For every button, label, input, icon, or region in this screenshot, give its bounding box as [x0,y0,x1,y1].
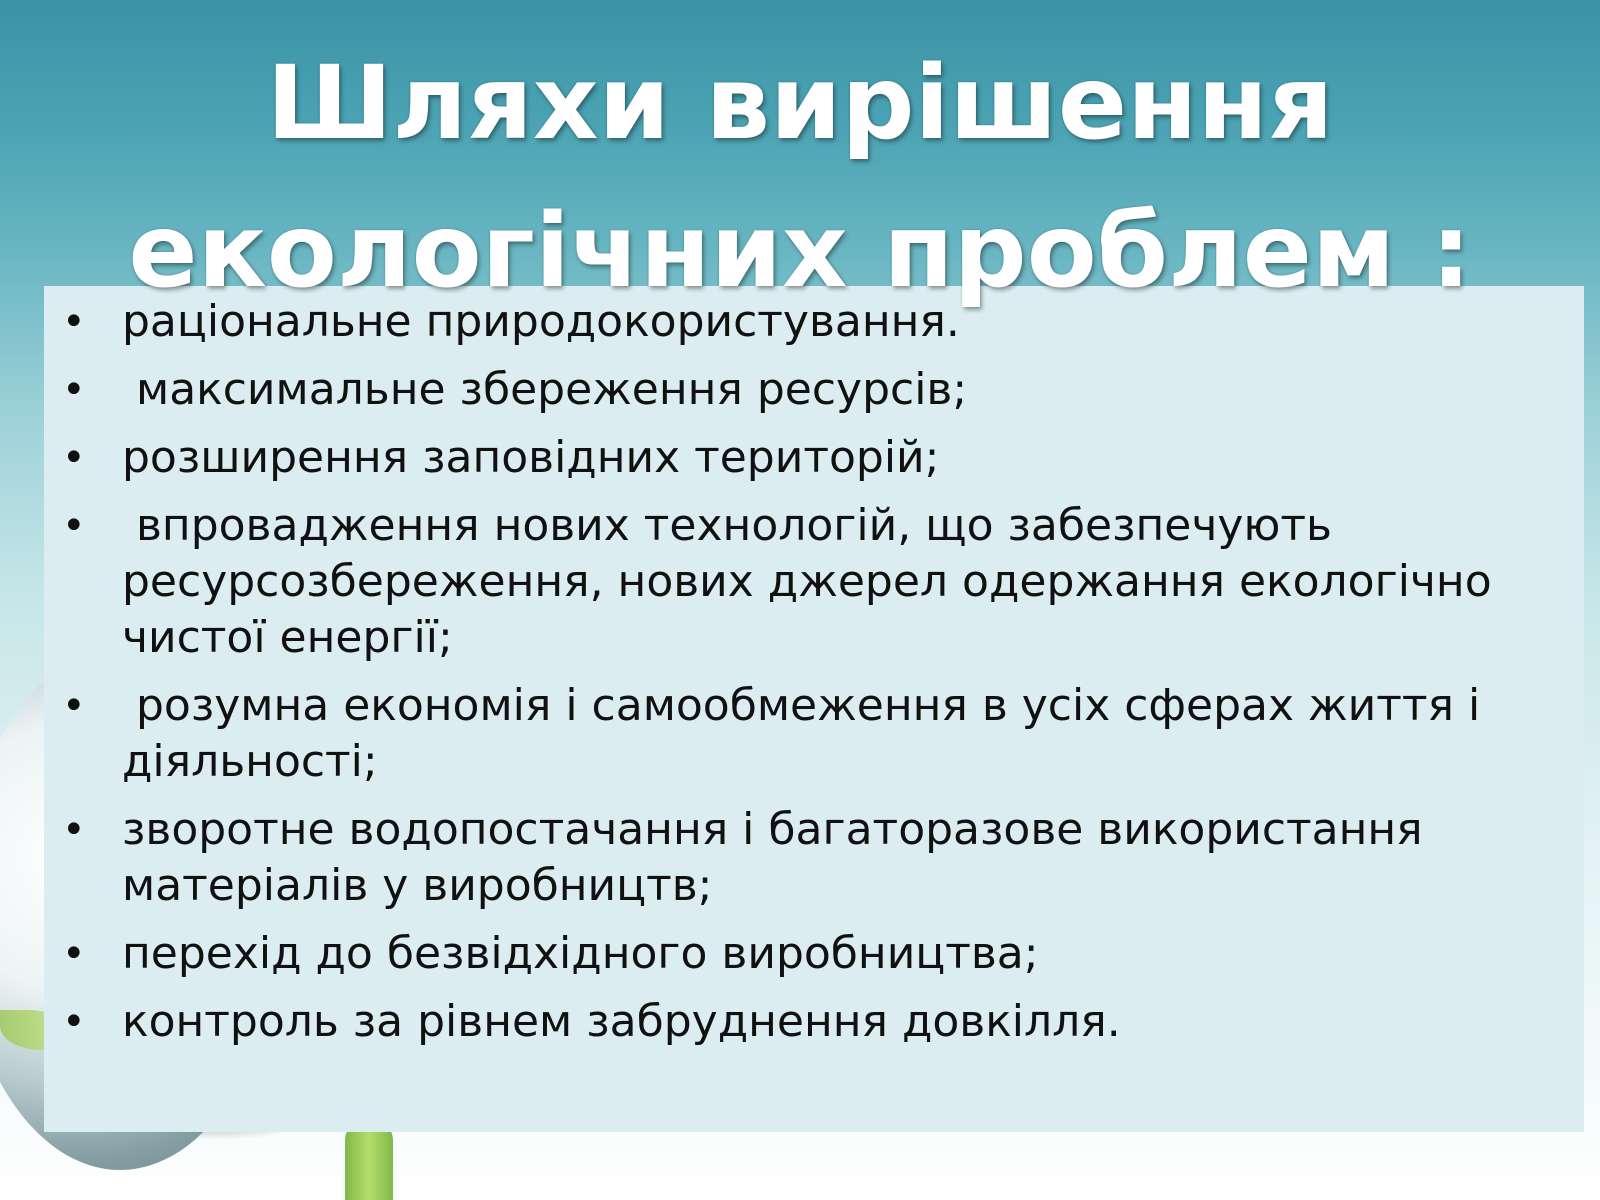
slide-title-line-1: Шляхи вирішення [266,44,1334,163]
slide-title-line-2: екологічних проблем : [128,192,1472,311]
bullet-dot-icon: • [62,931,86,977]
bullet-dot-icon: • [62,435,86,481]
bullet-list [44,286,1584,1050]
bullet-text: зворотне водопостачання і багаторазове використання матеріалів у виробництв; [122,804,1437,911]
bullet-dot-icon: • [62,807,86,853]
bullet-text: перехід до безвідхідного виробництва; [122,928,1039,979]
bullet-dot-icon: • [62,683,86,729]
bullet-dot-icon: • [62,299,86,345]
bullet-text: раціональне природокористування. [122,296,960,347]
bullet-text: максимальне збереження ресурсів; [122,364,968,415]
bullet-item [44,430,1554,486]
slide-title [0,30,1600,326]
bullet-item [44,678,1554,790]
bullet-dot-icon: • [62,999,86,1045]
bullet-item [44,802,1554,914]
bullet-dot-icon: • [62,367,86,413]
bullet-text: розумна економія і самообмеження в усіх сферах життя і діяльності; [122,680,1495,787]
bullet-text: розширення заповідних територій; [122,432,940,483]
bullet-text: контроль за рівнем забруднення довкілля. [122,996,1121,1047]
bullet-dot-icon: • [62,503,86,549]
bullet-text: впровадження нових технологій, що забезпечують ресурсозбереження, нових джерел одержання екологічно чистої енергії; [122,500,1506,663]
plant-stem-decoration [345,1120,393,1200]
bullet-item [44,926,1554,982]
content-panel [44,286,1584,1132]
bullet-item [44,362,1554,418]
bullet-item [44,498,1554,666]
bullet-item [44,994,1554,1050]
